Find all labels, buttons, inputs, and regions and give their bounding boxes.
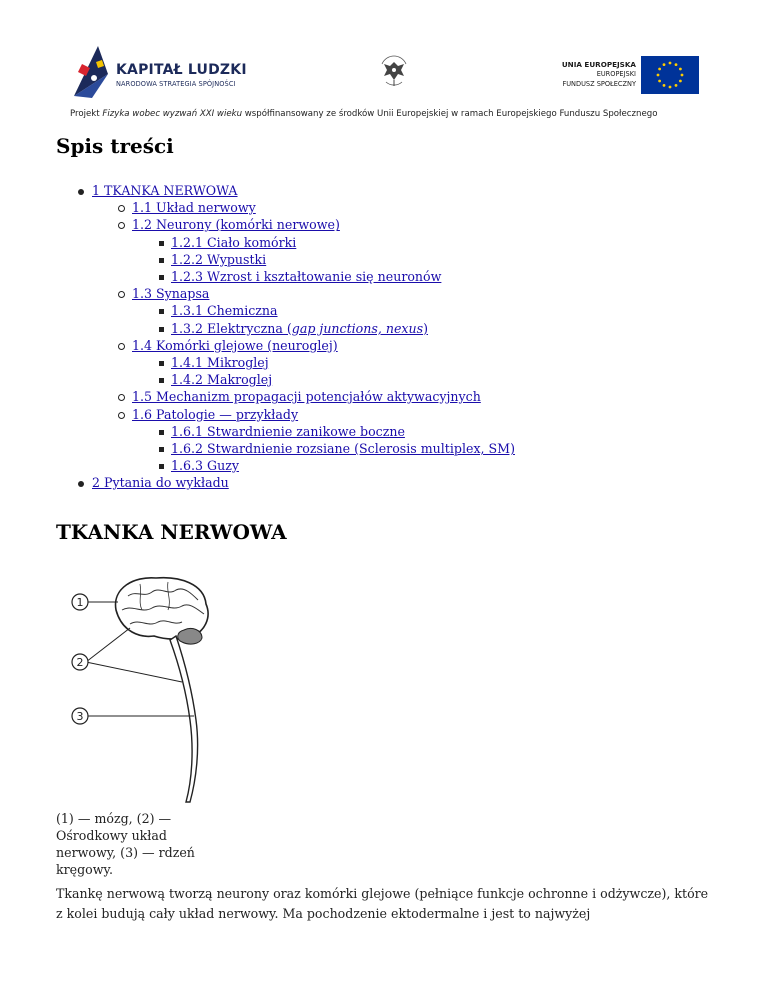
eu-union-label: UNIA EUROPEJSKA [561, 60, 636, 69]
eu-fund-label-2: FUNDUSZ SPOŁECZNY [562, 79, 636, 88]
table-of-contents [56, 182, 515, 492]
toc-link-1-3[interactable]: 1.3 Synapsa [132, 286, 210, 302]
toc-link-1-3-1[interactable]: 1.3.1 Chemiczna [171, 303, 278, 319]
figure-label-1: 1 [76, 596, 84, 609]
toc-link-1-3-2-italic: gap junctions, nexus [291, 320, 424, 336]
toc-link-2[interactable]: 2 Pytania do wykładu [92, 475, 229, 491]
project-title: Fizyka wobec wyzwań XXI wieku [102, 109, 243, 119]
toc-link-1-6[interactable]: 1.6 Patologie — przykłady [132, 406, 299, 422]
toc-item [171, 440, 515, 457]
figure-caption: (1) — mózg, (2) — Ośrodkowy układ nerwowy, (3) — rdzeń kręgowy. [56, 811, 195, 877]
toc-item [132, 285, 515, 302]
toc-item [171, 371, 515, 388]
toc-item [171, 251, 515, 268]
figure-label-2: 2 [76, 656, 84, 669]
eu-flag-icon [641, 56, 699, 94]
figure-label-3: 3 [76, 710, 84, 723]
toc-link-1-2-1[interactable]: 1.2.1 Ciało komórki [171, 234, 297, 250]
brain-illustration [116, 578, 209, 644]
project-funding-line [70, 109, 657, 119]
section-paragraph: Tkankę nerwową tworzą neurony oraz komórki glejowe (pełniące funkcje ochronne i odżywcze), które z kolei budują cały układ nerwowy. Ma pochodzenie ektodermalne i jest to najwyżej [56, 886, 709, 921]
toc-item [171, 302, 515, 319]
kapital-ludzki-title: KAPITAŁ LUDZKI [116, 62, 247, 78]
toc-item [171, 354, 515, 371]
toc-item [171, 423, 515, 440]
toc-link-1-6-2[interactable]: 1.6.2 Stwardnienie rozsiane (Sclerosis multiplex, SM) [171, 441, 515, 457]
toc-item [132, 337, 515, 354]
toc-link-1[interactable]: 1 TKANKA NERWOWA [92, 183, 238, 198]
toc-item [92, 474, 515, 491]
toc-link-1-5[interactable]: 1.5 Mechanizm propagacji potencjałów aktywacyjnych [132, 389, 481, 405]
toc-item [132, 388, 515, 405]
eu-fund-label-1: EUROPEJSKI [596, 70, 636, 78]
toc-heading: Spis treści [56, 134, 174, 158]
toc-link-1-2-2[interactable]: 1.2.2 Wypustki [171, 251, 267, 267]
toc-item [171, 234, 515, 251]
toc-item [132, 406, 515, 423]
toc-item [132, 199, 515, 216]
toc-link-1-6-1[interactable]: 1.6.1 Stwardnienie zanikowe boczne [171, 423, 405, 439]
toc-link-1-4-2[interactable]: 1.4.2 Makroglej [171, 372, 273, 388]
toc-link-1-2-3[interactable]: 1.2.3 Wzrost i kształtowanie się neuronów [171, 269, 442, 285]
header-banner [0, 0, 768, 130]
toc-item [171, 268, 515, 285]
kapital-ludzki-subtitle: NARODOWA STRATEGIA SPÓJNOŚCI [116, 80, 236, 88]
section-heading: TKANKA NERWOWA [56, 520, 287, 544]
toc-item [171, 320, 515, 337]
toc-link-1-6-3[interactable]: 1.6.3 Guzy [171, 458, 239, 474]
toc-link-1-3-2[interactable] [171, 321, 428, 336]
toc-link-1-3-2-prefix: 1.3.2 Elektryczna ( [171, 320, 292, 336]
university-seal-icon [376, 50, 412, 94]
eu-text-block [548, 59, 636, 89]
nervous-system-figure [56, 570, 226, 810]
toc-link-1-4[interactable]: 1.4 Komórki glejowe (neuroglej) [132, 337, 338, 353]
toc-link-1-2[interactable]: 1.2 Neurony (komórki nerwowe) [132, 217, 340, 233]
toc-link-1-3-2-suffix: ) [423, 320, 429, 336]
spinal-cord-illustration [170, 636, 198, 802]
project-prefix: Projekt [70, 109, 103, 119]
toc-link-1-1[interactable]: 1.1 Układ nerwowy [132, 200, 256, 216]
project-suffix: współfinansowany ze środków Unii Europejskiej w ramach Europejskiego Funduszu Społecznego [242, 109, 658, 119]
toc-item [92, 182, 515, 199]
toc-item [171, 457, 515, 474]
toc-link-1-4-1[interactable]: 1.4.1 Mikroglej [171, 355, 269, 371]
toc-item [132, 216, 515, 233]
